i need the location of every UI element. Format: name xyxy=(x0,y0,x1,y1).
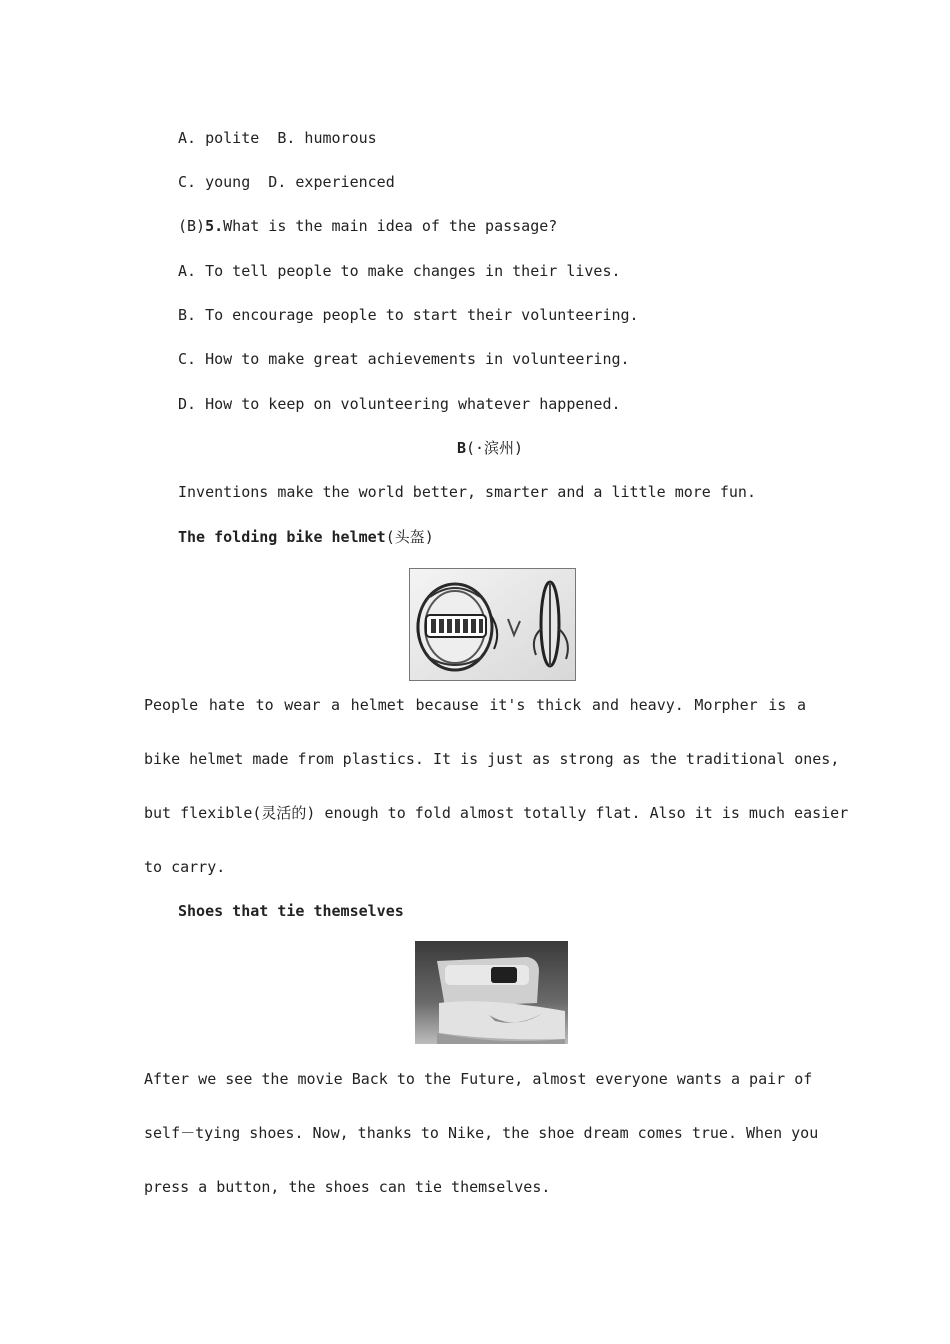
self-tying-shoe-photo xyxy=(415,941,568,1044)
shoes-para-line1: After we see the movie Back to the Future, almost everyone wants a pair of xyxy=(144,1070,813,1088)
question4-options-line2: C. young D. experienced xyxy=(178,173,395,191)
question5-option-c: C. How to make great achievements in volunteering. xyxy=(178,350,630,368)
question5-number: 5. xyxy=(205,217,224,235)
question5-stem xyxy=(178,216,557,236)
helmet-title-text: The folding bike helmet xyxy=(178,528,386,546)
question4-options-line1: A. polite B. humorous xyxy=(178,129,377,147)
question5-answer: (B) xyxy=(178,217,206,235)
helmet-para-line4: to carry. xyxy=(144,858,226,876)
question5-option-b: B. To encourage people to start their volunteering. xyxy=(178,306,639,324)
folding-helmet-photo xyxy=(409,568,576,681)
question5-option-d: D. How to keep on volunteering whatever happened. xyxy=(178,395,621,413)
question5-option-a: A. To tell people to make changes in their lives. xyxy=(178,262,621,280)
helmet-title-note: (头盔) xyxy=(385,528,434,546)
shoes-para-line2: self－tying shoes. Now, thanks to Nike, the shoe dream comes true. When you xyxy=(144,1124,819,1142)
section-b-source: (·滨州) xyxy=(465,439,524,457)
section-b-letter: B xyxy=(456,439,466,457)
question5-text: What is the main idea of the passage? xyxy=(223,217,558,235)
shoes-para-line3: press a button, the shoes can tie themselves. xyxy=(144,1178,551,1196)
section-b-intro: Inventions make the world better, smarter and a little more fun. xyxy=(178,483,756,501)
section-b-heading xyxy=(0,438,950,458)
helmet-para-line3: but flexible(灵活的) enough to fold almost totally flat. Also it is much easier xyxy=(144,804,849,822)
helmet-para-line2: bike helmet made from plastics. It is just as strong as the traditional ones, xyxy=(144,750,840,768)
helmet-title xyxy=(178,527,434,547)
shoes-title: Shoes that tie themselves xyxy=(178,902,404,920)
helmet-para-line1: People hate to wear a helmet because it's thick and heavy. Morpher is a xyxy=(144,696,806,714)
